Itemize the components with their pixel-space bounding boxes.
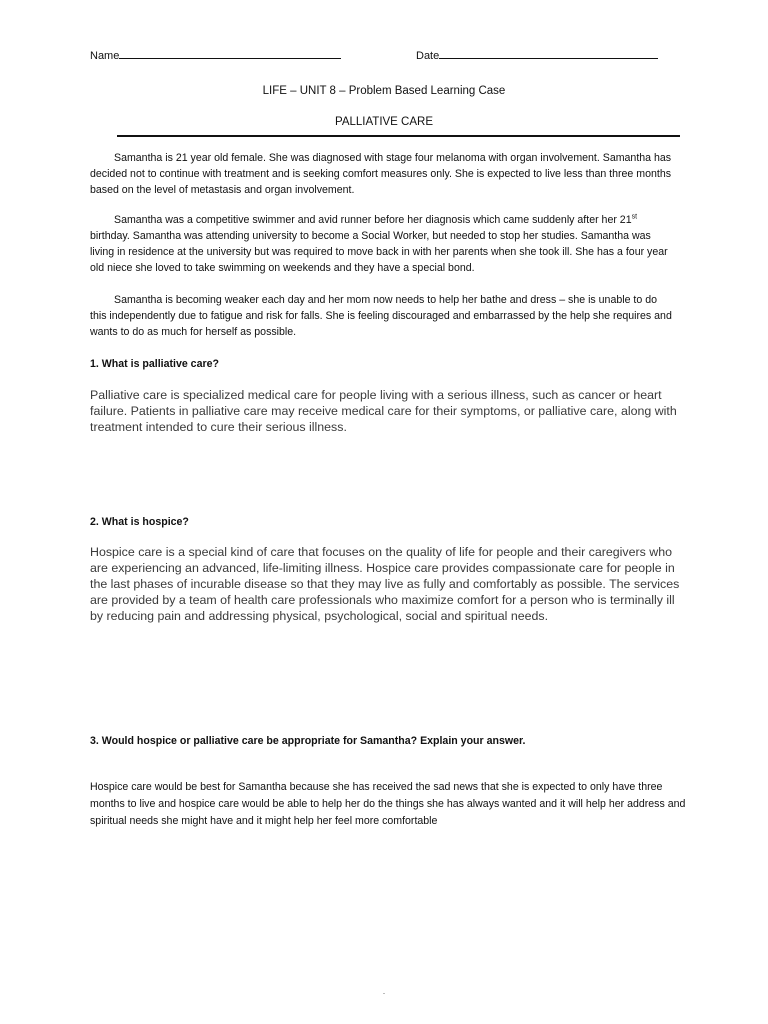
question-2-number: 2 bbox=[90, 516, 96, 528]
answer-1: Palliative care is specialized medical care for people living with a serious illness, such as cancer or heart failure. Patients in palliative care may receive medical care for their symptoms, or palliative care, along with treatment intended to cure their serious illness. bbox=[90, 388, 677, 434]
case-paragraph-3: Samantha is becoming weaker each day and her mom now needs to help her bathe and dress – she is unable to do this independently due to fatigue and risk for falls. She is feeling discouraged and embarrassed by the help she requires and wants to do as much for herself as possible. bbox=[90, 294, 672, 339]
date-blank-line bbox=[439, 47, 658, 59]
question-2-text: . What is hospice? bbox=[95, 516, 189, 528]
worksheet-subtitle: PALLIATIVE CARE bbox=[335, 116, 433, 128]
date-label: Date bbox=[416, 50, 440, 62]
case-paragraph-1: Samantha is 21 year old female. She was diagnosed with stage four melanoma with organ involvement. Samantha has decided not to continue with treatment and is seeking comfort measures only. She is expected to live less than three months based on the level of metastasis and organ involvement. bbox=[90, 152, 672, 197]
question-3-text: Would hospice or palliative care be appropriate for Samantha? Explain your answer. bbox=[98, 735, 526, 747]
date-field bbox=[416, 47, 658, 63]
case-paragraph-2: Samantha was a competitive swimmer and avid runner before her diagnosis which came suddenly after her 21st birthday. Samantha was attending university to become a Social Worker, but needed to stop her studies. Samantha was living in residence at the university but was required to move back in with her parents when she took ill. She has a four year old niece she loved to take swimming on weekends and they have a special bond. bbox=[90, 213, 668, 275]
worksheet-title: LIFE – UNIT 8 – Problem Based Learning Case bbox=[262, 85, 506, 97]
name-field bbox=[90, 47, 341, 63]
question-3-number: 3. bbox=[90, 735, 99, 747]
question-1-text: . What is palliative care? bbox=[95, 358, 219, 370]
name-label: Name bbox=[90, 50, 120, 62]
title-divider bbox=[117, 135, 680, 137]
question-2 bbox=[90, 515, 189, 529]
name-blank-line bbox=[119, 47, 341, 59]
question-3 bbox=[90, 734, 525, 748]
answer-3: Hospice care would be best for Samantha because she has received the sad news that she is expected to only have three months to live and hospice care would be able to help her do the things she has always wanted and it will help her address and spiritual needs she might have and it might help her feel more comfortable bbox=[90, 781, 686, 827]
answer-2: Hospice care is a special kind of care that focuses on the quality of life for people and their caregivers who are experiencing an advanced, life-limiting illness. Hospice care provides compassionate care for people in the last phases of incurable disease so that they may live as fully and comfortably as possible. The services are provided by a team of health care professionals who maximize comfort for a person who is terminally ill by reducing pain and addressing physical, psychological, social and spiritual needs. bbox=[90, 545, 680, 623]
question-1-number: 1 bbox=[90, 358, 96, 370]
question-1 bbox=[90, 357, 219, 371]
page-speck bbox=[383, 993, 385, 994]
